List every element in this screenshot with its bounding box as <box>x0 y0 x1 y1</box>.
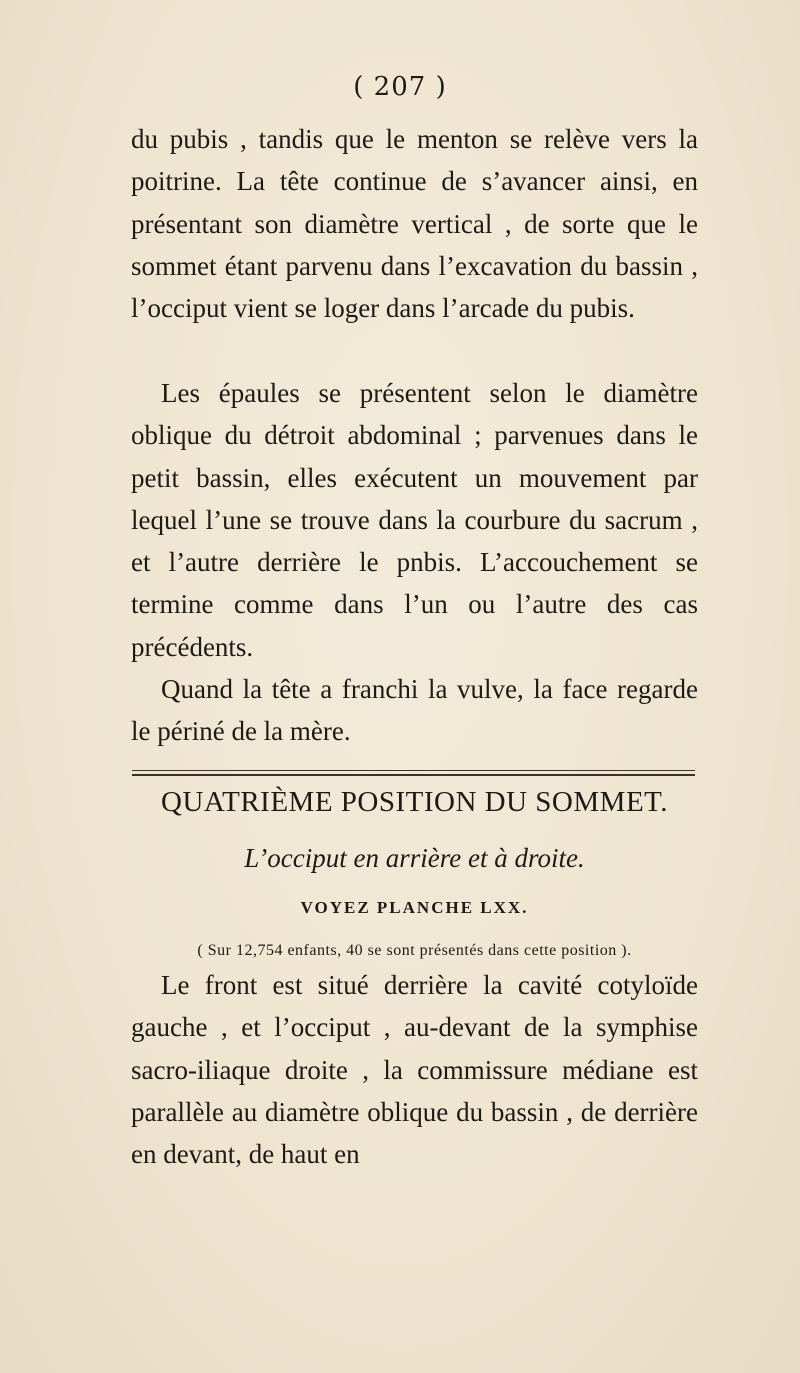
text-block-bottom <box>131 964 698 1175</box>
page-number: ( 207 ) <box>353 72 447 102</box>
paragraph-vulva: Quand la tête a franchi la vulve, la face regarde le périné de la mère. <box>131 674 698 747</box>
paragraph-forehead-position: Le front est situé derrière la cavité cotyloïde gauche , et l’occiput , au-devant de la symphise sacro-iliaque droite , la commissure médiane est parallèle au diamètre oblique du bassin , de derrière en devant, de haut en <box>131 970 698 1170</box>
text-block-middle <box>131 372 698 753</box>
plate-reference: VOYEZ PLANCHE LXX. <box>300 898 529 917</box>
paragraph-shoulders: Les épaules se présentent selon le diamètre oblique du détroit abdominal ; parvenues dans le petit bassin, elles exécutent un mouvement par lequel l’une se trouve dans la courbure du sacrum , et l’autre derrière le pnbis. L’accouchement se termine comme dans l’un ou l’autre des cas précédents. <box>131 378 698 662</box>
section-subtitle: L’occiput en arrière et à droite. <box>244 843 585 873</box>
text-block-top <box>131 118 698 329</box>
statistics-note: ( Sur 12,754 enfants, 40 se sont présentés dans cette position ). <box>197 942 632 959</box>
section-divider-thick <box>132 774 695 776</box>
section-divider-thin <box>132 770 695 771</box>
section-title: QUATRIÈME POSITION DU SOMMET. <box>161 786 668 818</box>
paragraph-head-continuation: du pubis , tandis que le menton se relève vers la poitrine. La tête continue de s’avancer ainsi, en présentant son diamètre vertical , de sorte que le sommet étant parvenu dans l’excavation du bassin , l’occiput vient se loger dans l’arcade du pubis. <box>131 124 698 324</box>
